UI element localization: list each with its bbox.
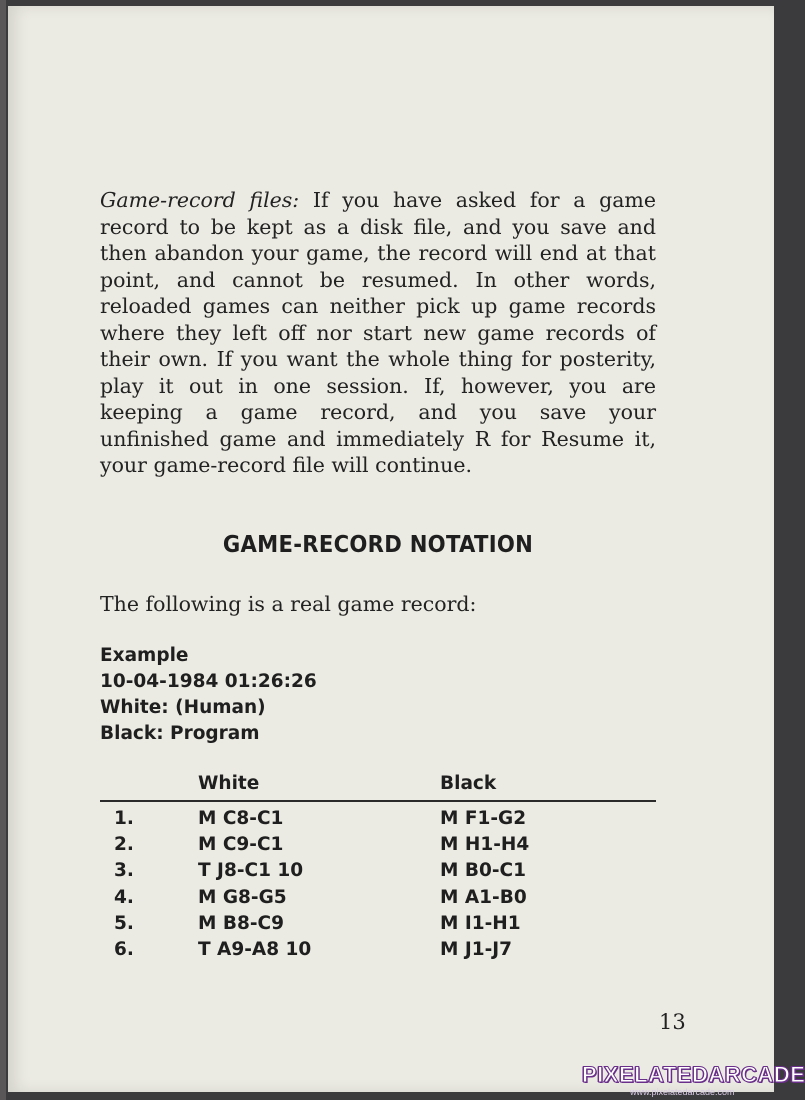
spine-edge — [0, 0, 6, 1100]
pixelatedarcade-watermark: PIXELATEDARCADE — [582, 1062, 805, 1087]
table-row — [100, 887, 656, 913]
white-move: M C8-C1 — [198, 808, 284, 829]
section-heading: GAME-RECORD NOTATION — [222, 532, 534, 558]
move-number: 2. — [114, 834, 134, 856]
white-move: M B8-C9 — [198, 912, 284, 934]
example-label: Example — [100, 645, 189, 666]
game-record-files-paragraph — [100, 187, 656, 479]
black-move: M J1-J7 — [440, 938, 513, 960]
table-row — [100, 860, 656, 886]
intro-text: The following is a real game record: — [100, 592, 477, 616]
move-number: 5. — [114, 912, 134, 934]
example-white-player: White: (Human) — [100, 697, 266, 718]
black-move: M B0-C1 — [440, 860, 526, 882]
move-number: 6. — [114, 938, 134, 960]
example-meta — [100, 643, 317, 747]
white-move: M C9-C1 — [198, 834, 284, 856]
watermark-url: www.pixelatedarcade.com — [630, 1087, 735, 1097]
example-black-player: Black: Program — [100, 723, 260, 744]
table-row — [100, 834, 656, 860]
paragraph-lead: Game-record files: — [100, 188, 300, 212]
table-row — [100, 913, 656, 939]
moves-table — [100, 808, 656, 965]
black-move: M H1-H4 — [440, 834, 530, 856]
black-column-header: Black — [440, 773, 497, 794]
white-move: T J8-C1 10 — [198, 860, 304, 882]
table-header-rule — [100, 800, 656, 802]
paragraph-body: If you have asked for a game record to be kept as a disk file, and you save and then abandon your game, the record will end at that point, and cannot be resumed. In other words, reloaded games can neither pick up game records where they left off nor start new game records of their own. If you want the whole thing for posterity, play it out in one session. If, however, you are keeping a game record, and you save your unfinished game and immediately R for Resume it, your game-record file will continue. — [100, 188, 656, 477]
white-move: T A9-A8 10 — [198, 938, 312, 960]
table-row — [100, 939, 656, 965]
black-move: M A1-B0 — [440, 886, 527, 908]
move-number: 3. — [114, 860, 134, 882]
page-number: 13 — [659, 1010, 686, 1034]
move-number: 4. — [114, 886, 134, 908]
white-column-header: White — [198, 773, 260, 794]
table-row — [100, 808, 656, 834]
black-move: M F1-G2 — [440, 808, 527, 829]
white-move: M G8-G5 — [198, 886, 287, 908]
move-number: 1. — [114, 808, 134, 829]
black-move: M I1-H1 — [440, 912, 521, 934]
example-datetime: 10-04-1984 01:26:26 — [100, 671, 317, 692]
